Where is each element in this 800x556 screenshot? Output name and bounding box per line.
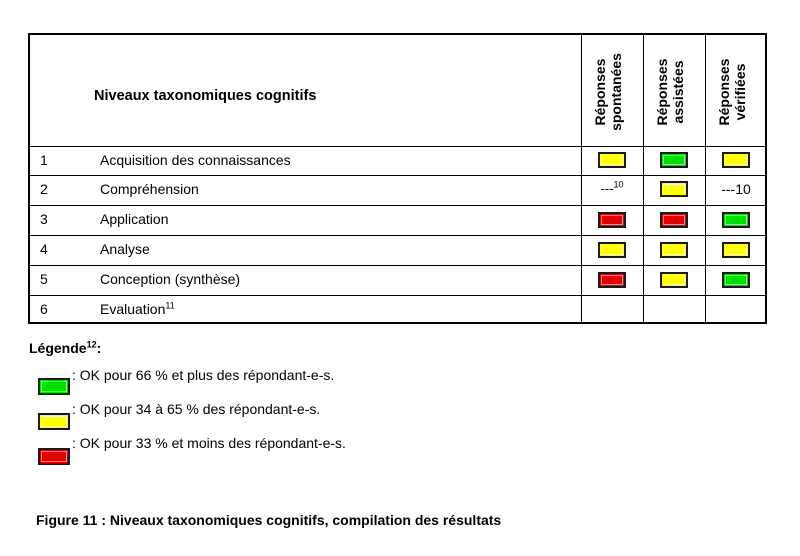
status-swatch [598, 242, 626, 258]
table-header-title: Niveaux taxonomiques cognitifs [94, 88, 317, 104]
cell-no-data [706, 181, 766, 197]
row-level [100, 301, 175, 317]
row-divider [30, 175, 765, 176]
legend-swatch-green [38, 378, 70, 395]
legend-swatch-yellow [38, 413, 70, 430]
footnote-ref: 12 [86, 339, 97, 350]
status-swatch [660, 242, 688, 258]
col-divider [705, 35, 706, 322]
row-level: Application [100, 211, 169, 227]
row-number: 2 [40, 181, 48, 197]
column-header-verified [716, 37, 756, 147]
footnote-ref: 11 [165, 300, 175, 311]
column-header-assisted [654, 37, 694, 147]
status-swatch [722, 212, 750, 228]
column-header-line: Réponses [654, 58, 670, 126]
row-divider [30, 235, 765, 236]
column-header-line: Réponses [716, 58, 732, 126]
row-level: Conception (synthèse) [100, 271, 241, 287]
cell-no-data [582, 181, 642, 196]
legend-text: : OK pour 66 % et plus des répondant-e-s. [72, 367, 335, 383]
row-number: 3 [40, 211, 48, 227]
row-divider [30, 295, 765, 296]
legend-title-text: Légende [29, 340, 87, 356]
status-swatch [660, 272, 688, 288]
row-level-text: Evaluation [100, 301, 166, 317]
status-swatch [722, 152, 750, 168]
col-divider [643, 35, 644, 322]
row-level: Compréhension [100, 181, 199, 197]
row-level: Analyse [100, 241, 150, 257]
status-swatch [660, 212, 688, 228]
footnote-ref: 10 [613, 179, 624, 190]
figure-caption: Figure 11 : Niveaux taxonomiques cognitifs, compilation des résultats [36, 512, 502, 528]
col-divider [581, 35, 582, 322]
status-swatch [598, 212, 626, 228]
status-swatch [598, 272, 626, 288]
row-number: 1 [40, 152, 48, 168]
legend-swatch-red [38, 448, 70, 465]
column-header-line: assistées [670, 60, 686, 124]
column-header-line: spontanées [608, 53, 624, 131]
status-swatch [598, 152, 626, 168]
row-number: 6 [40, 301, 48, 317]
legend-text: : OK pour 34 à 65 % des répondant-e-s. [72, 401, 321, 417]
row-divider [30, 205, 765, 206]
cell-text: ---10 [721, 181, 751, 197]
column-header-spontaneous [592, 37, 632, 147]
taxonomy-table [28, 33, 767, 324]
column-header-line: vérifiées [732, 63, 748, 121]
cell-text: --- [600, 181, 614, 196]
row-number: 4 [40, 241, 48, 257]
row-divider [30, 265, 765, 266]
row-level: Acquisition des connaissances [100, 152, 291, 168]
status-swatch [722, 242, 750, 258]
legend-text: : OK pour 33 % et moins des répondant-e-s. [72, 435, 346, 451]
status-swatch [660, 181, 688, 197]
column-header-line: Réponses [592, 58, 608, 126]
status-swatch [722, 272, 750, 288]
legend-title [29, 340, 101, 356]
row-number: 5 [40, 271, 48, 287]
legend-title-suffix: : [96, 340, 102, 356]
status-swatch [660, 152, 688, 168]
